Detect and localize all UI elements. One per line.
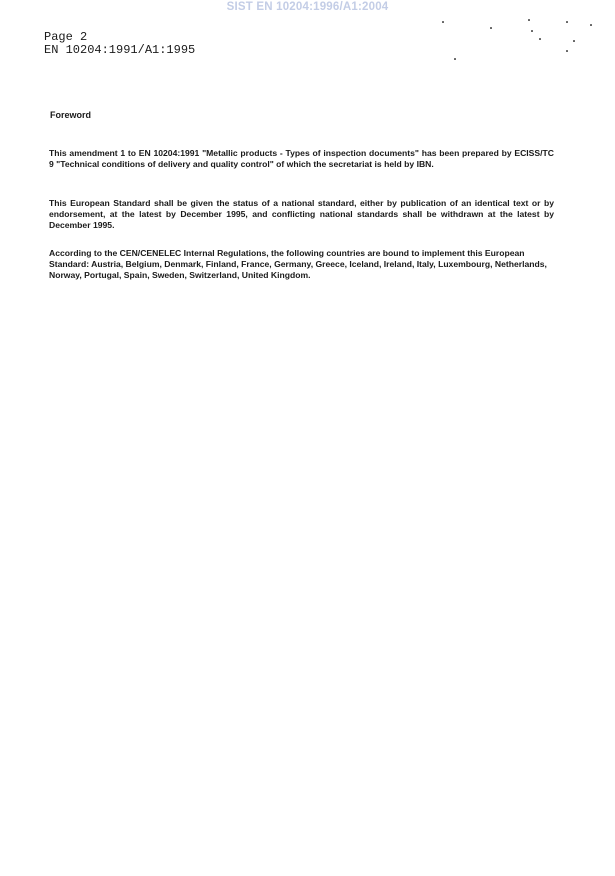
section-title: Foreword [50,110,92,120]
document-id: EN 10204:1991/A1:1995 [44,42,196,57]
paragraph-status: This European Standard shall be given the status of a national standard, either by publication of an identical text or by endorsement, at the latest by December 1995, and conflicting national standards shall be withdrawn at the latest by December 1995. [49,198,554,231]
watermark-banner: SIST EN 10204:1996/A1:2004 [226,1,389,13]
paragraph-countries: According to the CEN/CENELEC Internal Regulations, the following countries are bound to implement this European Standard: Austria, Belgium, Denmark, Finland, France, Germany, Greece, Iceland, Ireland, Italy, Luxembourg, Netherlands, Norway, Portugal, Spain, Sweden, Switzerland, United Kingdom. [49,248,547,281]
page-header [44,31,195,56]
paragraph-amendment: This amendment 1 to EN 10204:1991 "Metallic products - Types of inspection documents" has been prepared by ECISS/TC 9 "Technical conditions of delivery and quality control" of which the secretariat is held by IBN. [49,148,554,170]
page-number: Page 2 [44,30,88,44]
